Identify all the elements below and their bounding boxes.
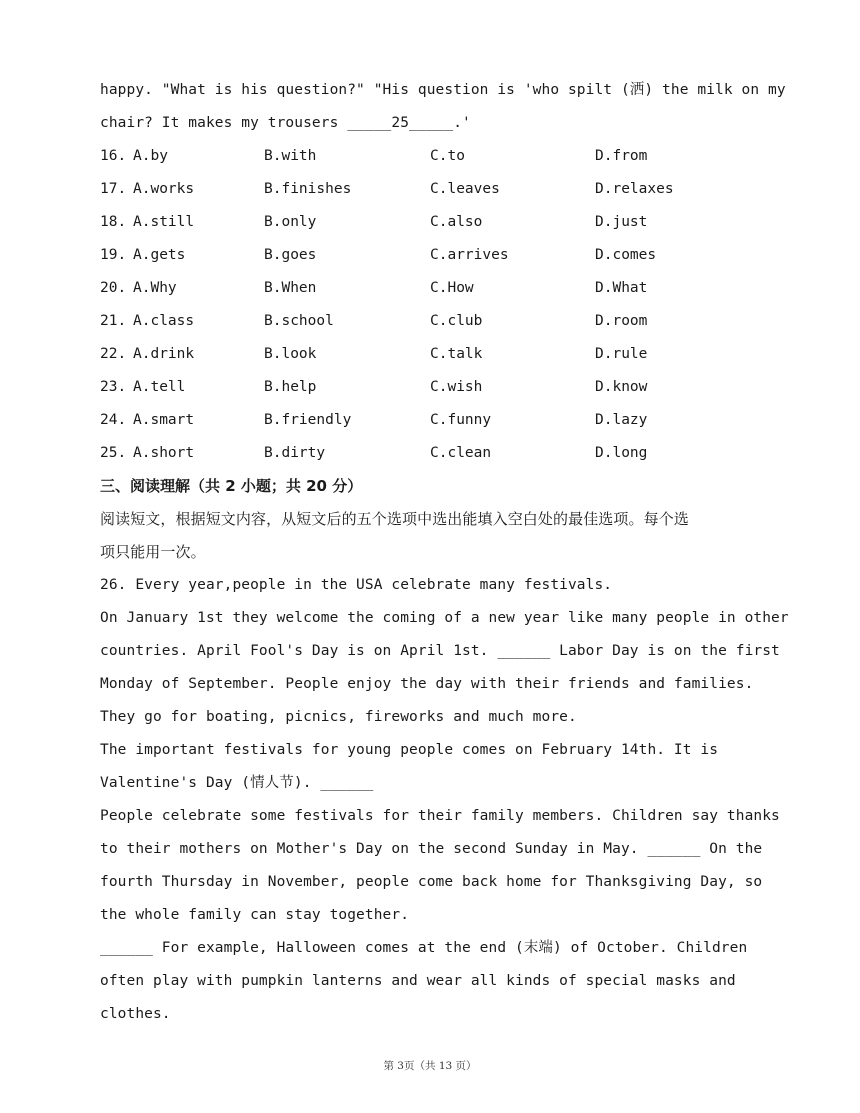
option-c: C.How bbox=[430, 280, 474, 296]
option-b: B.dirty bbox=[264, 445, 326, 461]
option-a: A.gets bbox=[133, 247, 186, 263]
option-row-17 bbox=[100, 173, 765, 206]
question-number: 20. bbox=[100, 280, 127, 296]
option-c: C.leaves bbox=[430, 181, 500, 197]
passage-line: Monday of September. People enjoy the day with their friends and families. bbox=[100, 676, 754, 692]
passage-line: Valentine's Day (情人节). ______ bbox=[100, 775, 374, 791]
option-a: A.class bbox=[133, 313, 195, 329]
intro-text bbox=[100, 74, 786, 140]
option-c: C.funny bbox=[430, 412, 492, 428]
option-b: B.with bbox=[264, 148, 317, 164]
passage-line: The important festivals for young people comes on February 14th. It is bbox=[100, 742, 719, 758]
option-a: A.works bbox=[133, 181, 195, 197]
option-a: A.drink bbox=[133, 346, 195, 362]
instructions bbox=[100, 503, 765, 569]
passage-line: People celebrate some festivals for their family members. Children say thanks bbox=[100, 808, 780, 824]
passage-line: to their mothers on Mother's Day on the second Sunday in May. ______ On the bbox=[100, 841, 763, 857]
option-d: D.from bbox=[595, 148, 648, 164]
option-c: C.to bbox=[430, 148, 465, 164]
option-a: A.by bbox=[133, 148, 168, 164]
passage-line: fourth Thursday in November, people come back home for Thanksgiving Day, so bbox=[100, 874, 763, 890]
document-page bbox=[100, 74, 789, 1031]
question-number: 16. bbox=[100, 148, 127, 164]
section-heading: 三、阅读理解（共 2 小题；共 20 分） bbox=[100, 477, 363, 495]
option-d: D.rule bbox=[595, 346, 648, 362]
option-d: D.know bbox=[595, 379, 648, 395]
intro-line-2: chair? It makes my trousers _____25_____.' bbox=[100, 115, 471, 131]
passage-line: countries. April Fool's Day is on April 1st. ______ Labor Day is on the first bbox=[100, 643, 780, 659]
passage-line: ______ For example, Halloween comes at the end (末端) of October. Children bbox=[100, 940, 748, 956]
option-row-18 bbox=[100, 206, 765, 239]
option-b: B.school bbox=[264, 313, 334, 329]
option-row-20 bbox=[100, 272, 765, 305]
question-number: 22. bbox=[100, 346, 127, 362]
option-b: B.help bbox=[264, 379, 317, 395]
option-b: B.friendly bbox=[264, 412, 352, 428]
passage-line: the whole family can stay together. bbox=[100, 907, 410, 923]
option-row-21 bbox=[100, 305, 765, 338]
options-list bbox=[100, 140, 765, 470]
option-c: C.also bbox=[430, 214, 483, 230]
question-number: 23. bbox=[100, 379, 127, 395]
option-b: B.only bbox=[264, 214, 317, 230]
instruction-line-2: 项只能用一次。 bbox=[100, 543, 206, 561]
option-row-19 bbox=[100, 239, 765, 272]
option-d: D.room bbox=[595, 313, 648, 329]
option-c: C.talk bbox=[430, 346, 483, 362]
reading-passage bbox=[100, 569, 789, 1031]
option-row-24 bbox=[100, 404, 765, 437]
option-row-16 bbox=[100, 140, 765, 173]
option-b: B.finishes bbox=[264, 181, 352, 197]
option-a: A.short bbox=[133, 445, 195, 461]
option-row-22 bbox=[100, 338, 765, 371]
option-c: C.arrives bbox=[430, 247, 509, 263]
passage-line: often play with pumpkin lanterns and wear all kinds of special masks and bbox=[100, 973, 736, 989]
option-row-25 bbox=[100, 437, 765, 470]
option-c: C.club bbox=[430, 313, 483, 329]
option-d: D.lazy bbox=[595, 412, 648, 428]
passage-line: They go for boating, picnics, fireworks and much more. bbox=[100, 709, 577, 725]
option-d: D.What bbox=[595, 280, 648, 296]
option-a: A.smart bbox=[133, 412, 195, 428]
option-b: B.When bbox=[264, 280, 317, 296]
passage-line: On January 1st they welcome the coming of a new year like many people in other bbox=[100, 610, 789, 626]
question-number: 19. bbox=[100, 247, 127, 263]
option-a: A.still bbox=[133, 214, 195, 230]
instruction-line-1: 阅读短文，根据短文内容，从短文后的五个选项中选出能填入空白处的最佳选项。每个选 bbox=[100, 510, 689, 528]
option-b: B.goes bbox=[264, 247, 317, 263]
option-a: A.Why bbox=[133, 280, 177, 296]
intro-line-1: happy. "What is his question?" "His question is 'who spilt (洒) the milk on my bbox=[100, 82, 786, 98]
question-number: 18. bbox=[100, 214, 127, 230]
question-number: 24. bbox=[100, 412, 127, 428]
option-d: D.just bbox=[595, 214, 648, 230]
option-row-23 bbox=[100, 371, 765, 404]
passage-line: clothes. bbox=[100, 1006, 171, 1022]
passage-line: 26. Every year,people in the USA celebrate many festivals. bbox=[100, 577, 613, 593]
question-number: 25. bbox=[100, 445, 127, 461]
option-d: D.comes bbox=[595, 247, 657, 263]
option-a: A.tell bbox=[133, 379, 186, 395]
page-footer: 第 3页（共 13 页） bbox=[383, 1060, 477, 1072]
option-b: B.look bbox=[264, 346, 317, 362]
option-c: C.clean bbox=[430, 445, 492, 461]
question-number: 21. bbox=[100, 313, 127, 329]
option-c: C.wish bbox=[430, 379, 483, 395]
option-d: D.long bbox=[595, 445, 648, 461]
question-number: 17. bbox=[100, 181, 127, 197]
option-d: D.relaxes bbox=[595, 181, 674, 197]
